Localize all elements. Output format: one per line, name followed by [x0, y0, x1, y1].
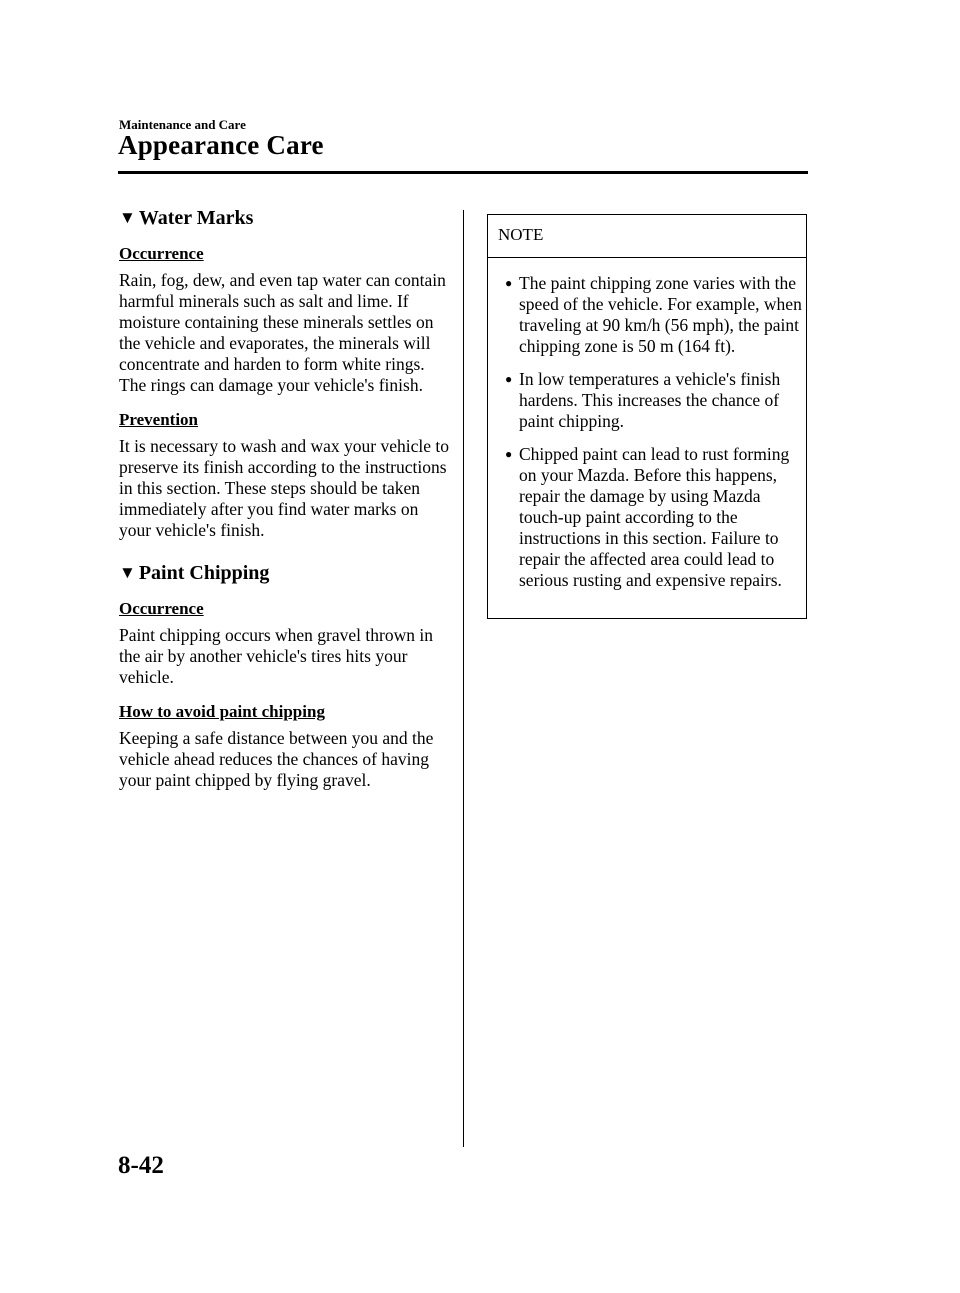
- bullet-icon: ●: [505, 372, 513, 386]
- note-item: [488, 444, 806, 591]
- paint-chipping-occurrence-label: Occurrence: [119, 599, 204, 618]
- page-number: 8-42: [118, 1152, 164, 1179]
- water-marks-occurrence-text: Rain, fog, dew, and even tap water can contain harmful minerals such as salt and lime. If moisture containing these minerals settles on the vehicle and evaporates, the minerals will concentrate and harden to form white rings. The rings can damage your vehicle's finish.: [119, 270, 446, 395]
- note-separator: [488, 257, 806, 258]
- paint-chipping-avoid-text: Keeping a safe distance between you and the vehicle ahead reduces the chances of having your paint chipped by flying gravel.: [119, 728, 434, 790]
- section-label: Maintenance and Care: [119, 117, 246, 132]
- left-column: [119, 206, 449, 791]
- note-label: NOTE: [498, 225, 544, 244]
- note-item: [488, 369, 806, 432]
- note-item-text: In low temperatures a vehicle's finish hardens. This increases the chance of paint chipping.: [519, 369, 781, 431]
- note-item-text: Chipped paint can lead to rust forming on your Mazda. Before this happens, repair the damage by using Mazda touch-up paint according to the instructions in this section. Failure to repair the affected area could lead to serious rusting and expensive repairs.: [519, 444, 790, 590]
- paint-chipping-heading-text: Paint Chipping: [138, 562, 270, 584]
- water-marks-prevention-text: It is necessary to wash and wax your vehicle to preserve its finish according to the instructions in this section. These steps should be taken immediately after you find water marks on your vehicle's finish.: [119, 436, 449, 540]
- triangle-down-icon: ▼: [119, 563, 136, 582]
- note-list: [488, 259, 806, 591]
- bullet-icon: ●: [505, 447, 513, 461]
- water-marks-occurrence-label: Occurrence: [119, 244, 204, 263]
- note-item-text: The paint chipping zone varies with the speed of the vehicle. For example, when traveling at 90 km/h (56 mph), the paint chipping zone is 50 m (164 ft).: [519, 273, 802, 356]
- water-marks-heading-text: Water Marks: [138, 207, 254, 229]
- column-divider: [463, 210, 464, 1147]
- note-item: [488, 273, 806, 357]
- water-marks-heading: [119, 206, 449, 230]
- paint-chipping-occurrence-text: Paint chipping occurs when gravel thrown in the air by another vehicle's tires hits your vehicle.: [119, 625, 433, 687]
- triangle-down-icon: ▼: [119, 208, 136, 227]
- paint-chipping-heading: [119, 561, 449, 585]
- bullet-icon: ●: [505, 276, 513, 290]
- paint-chipping-avoid-label: How to avoid paint chipping: [119, 702, 325, 721]
- page-title: Appearance Care: [118, 130, 324, 160]
- title-rule: [118, 171, 808, 174]
- water-marks-prevention-label: Prevention: [119, 410, 199, 429]
- note-box: [487, 214, 807, 619]
